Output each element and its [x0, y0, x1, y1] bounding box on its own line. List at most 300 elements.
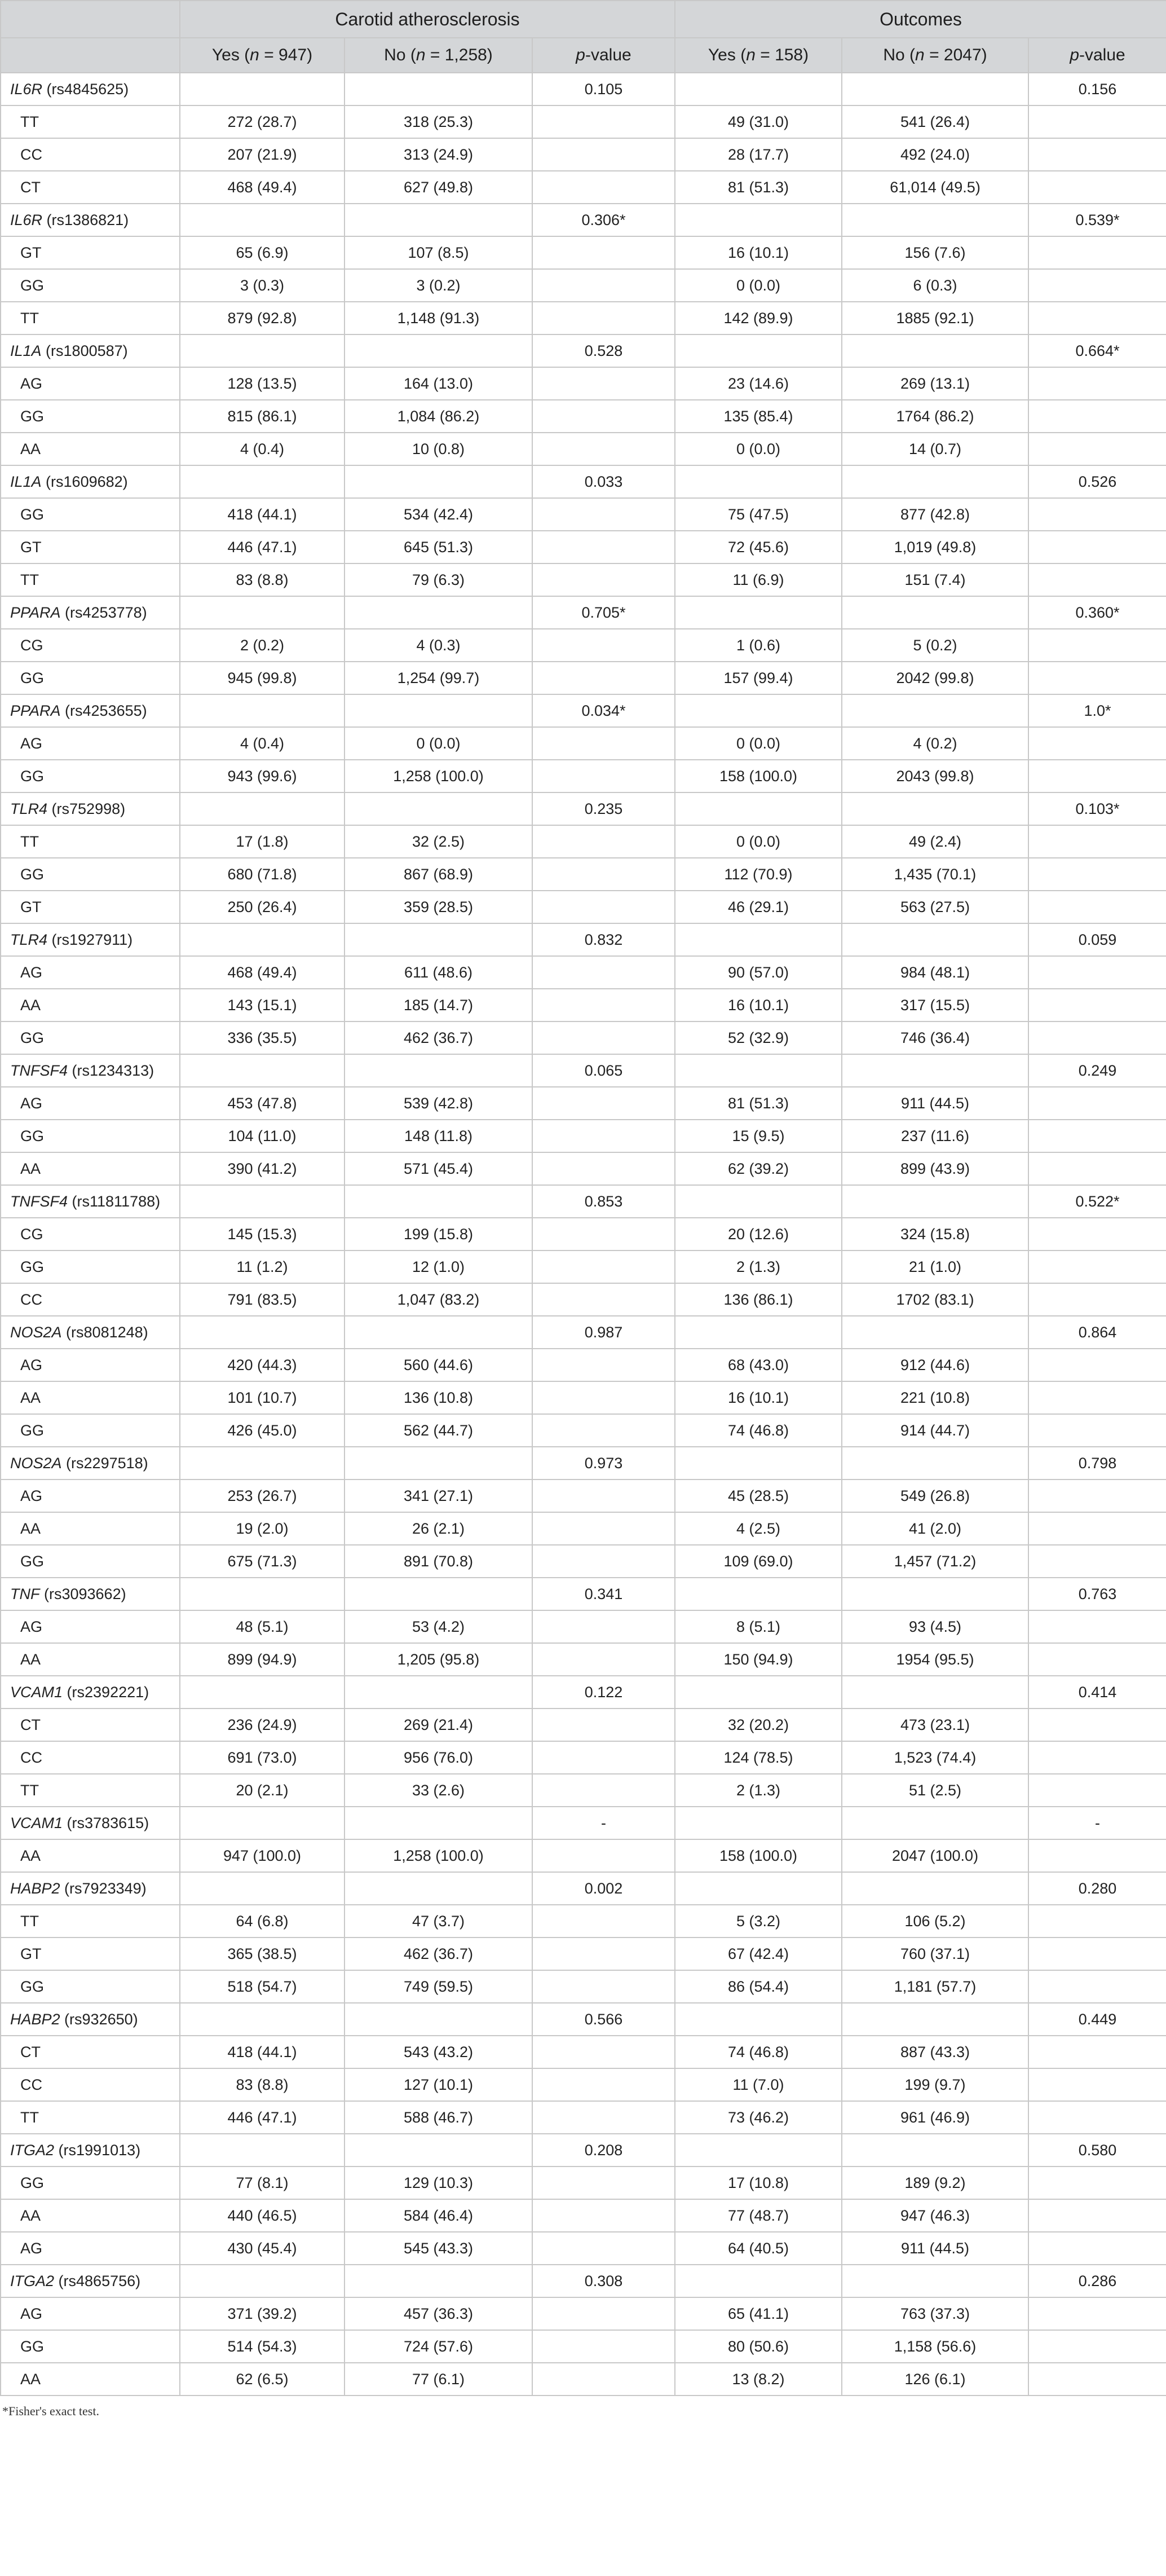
- empty-cell: [532, 727, 675, 760]
- snp-label: [1, 1447, 180, 1479]
- genotype-label: GG: [1, 1120, 180, 1152]
- ca-no-value: 77 (6.1): [344, 2363, 532, 2396]
- rs-id: (rs7923349): [60, 1879, 147, 1897]
- out-no-value: 984 (48.1): [842, 956, 1028, 989]
- genotype-row: [1, 367, 1166, 400]
- empty-cell: [532, 825, 675, 858]
- genotype-row: [1, 1643, 1166, 1676]
- empty-cell: [344, 1807, 532, 1839]
- genotype-row: [1, 1152, 1166, 1185]
- empty-cell: [1028, 269, 1166, 302]
- group-header-carotid: Carotid atherosclerosis: [180, 1, 675, 38]
- empty-cell: [532, 1250, 675, 1283]
- gene-name: VCAM1: [10, 1683, 63, 1701]
- genotype-row: [1, 498, 1166, 531]
- empty-cell: [1028, 2036, 1166, 2068]
- genotype-row: [1, 400, 1166, 433]
- ca-yes-value: 3 (0.3): [180, 269, 344, 302]
- genotype-label: TT: [1, 2101, 180, 2134]
- out-no-value: 947 (46.3): [842, 2199, 1028, 2232]
- out-yes-value: 2 (1.3): [675, 1250, 842, 1283]
- table-header: [1, 1, 1166, 73]
- ca-yes-value: 365 (38.5): [180, 1937, 344, 1970]
- ca-yes-value: 815 (86.1): [180, 400, 344, 433]
- col-header-out-no: No (n = 2047): [842, 38, 1028, 73]
- out-no-value: 1,523 (74.4): [842, 1741, 1028, 1774]
- genotype-label: TT: [1, 825, 180, 858]
- empty-cell: [344, 2265, 532, 2297]
- empty-cell: [532, 105, 675, 138]
- out-yes-value: 67 (42.4): [675, 1937, 842, 1970]
- genotype-row: [1, 2167, 1166, 2199]
- empty-cell: [1028, 2199, 1166, 2232]
- italic-symbol: n: [416, 46, 426, 64]
- empty-cell: [1028, 2232, 1166, 2265]
- empty-cell: [532, 1643, 675, 1676]
- genotype-row: [1, 1774, 1166, 1807]
- snp-header-row: [1, 2003, 1166, 2036]
- empty-cell: [842, 1316, 1028, 1349]
- pvalue-outcomes: 0.249: [1028, 1054, 1166, 1087]
- empty-cell: [1028, 563, 1166, 596]
- out-no-value: 887 (43.3): [842, 2036, 1028, 2068]
- snp-label: [1, 1316, 180, 1349]
- genotype-label: AA: [1, 1152, 180, 1185]
- empty-cell: [1028, 662, 1166, 694]
- ca-no-value: 4 (0.3): [344, 629, 532, 662]
- empty-cell: [1028, 1250, 1166, 1283]
- empty-cell: [1028, 2167, 1166, 2199]
- empty-cell: [344, 73, 532, 105]
- snp-header-row: [1, 465, 1166, 498]
- ca-no-value: 457 (36.3): [344, 2297, 532, 2330]
- empty-cell: [344, 334, 532, 367]
- ca-yes-value: 430 (45.4): [180, 2232, 344, 2265]
- empty-cell: [842, 204, 1028, 236]
- out-yes-value: 150 (94.9): [675, 1643, 842, 1676]
- empty-cell: [532, 171, 675, 204]
- genotype-label: AA: [1, 1381, 180, 1414]
- snp-header-row: [1, 1054, 1166, 1087]
- pvalue-outcomes: 0.664*: [1028, 334, 1166, 367]
- empty-cell: [675, 2134, 842, 2167]
- empty-cell: [675, 204, 842, 236]
- empty-cell: [532, 891, 675, 923]
- pvalue-carotid: 0.002: [532, 1872, 675, 1905]
- snp-header-row: [1, 694, 1166, 727]
- out-yes-value: 16 (10.1): [675, 236, 842, 269]
- out-no-value: 763 (37.3): [842, 2297, 1028, 2330]
- empty-cell: [532, 956, 675, 989]
- genotype-label: AA: [1, 1839, 180, 1872]
- ca-yes-value: 468 (49.4): [180, 171, 344, 204]
- genotype-label: AG: [1, 956, 180, 989]
- out-no-value: 1,158 (56.6): [842, 2330, 1028, 2363]
- empty-cell: [1028, 1905, 1166, 1937]
- genotype-label: AG: [1, 2232, 180, 2265]
- ca-yes-value: 236 (24.9): [180, 1708, 344, 1741]
- empty-cell: [344, 792, 532, 825]
- out-no-value: 1702 (83.1): [842, 1283, 1028, 1316]
- out-no-value: 324 (15.8): [842, 1218, 1028, 1250]
- empty-cell: [532, 1839, 675, 1872]
- out-yes-value: 135 (85.4): [675, 400, 842, 433]
- rs-id: (rs1609682): [41, 473, 128, 490]
- out-yes-value: 52 (32.9): [675, 1021, 842, 1054]
- empty-cell: [1028, 989, 1166, 1021]
- genotype-label: GG: [1, 662, 180, 694]
- genotype-row: [1, 1381, 1166, 1414]
- snp-label: [1, 1872, 180, 1905]
- ca-yes-value: 446 (47.1): [180, 531, 344, 563]
- out-no-value: 760 (37.1): [842, 1937, 1028, 1970]
- empty-cell: [675, 334, 842, 367]
- empty-cell: [1028, 1414, 1166, 1447]
- empty-cell: [532, 1937, 675, 1970]
- empty-cell: [344, 1185, 532, 1218]
- genotype-label: CC: [1, 138, 180, 171]
- pvalue-carotid: 0.832: [532, 923, 675, 956]
- out-no-value: 2047 (100.0): [842, 1839, 1028, 1872]
- ca-no-value: 627 (49.8): [344, 171, 532, 204]
- empty-cell: [842, 1578, 1028, 1610]
- empty-cell: [1028, 1087, 1166, 1120]
- rs-id: (rs1234313): [68, 1062, 154, 1079]
- empty-cell: [1028, 1349, 1166, 1381]
- pvalue-carotid: -: [532, 1807, 675, 1839]
- genotype-row: [1, 2101, 1166, 2134]
- out-yes-value: 0 (0.0): [675, 433, 842, 465]
- genotype-row: [1, 825, 1166, 858]
- empty-cell: [180, 2134, 344, 2167]
- genotype-row: [1, 891, 1166, 923]
- out-yes-value: 0 (0.0): [675, 269, 842, 302]
- ca-yes-value: 143 (15.1): [180, 989, 344, 1021]
- genotype-row: [1, 1839, 1166, 1872]
- ca-yes-value: 518 (54.7): [180, 1970, 344, 2003]
- col-header-out-pvalue: p-value: [1028, 38, 1166, 73]
- pvalue-outcomes: 0.414: [1028, 1676, 1166, 1708]
- gene-name: NOS2A: [10, 1454, 62, 1472]
- empty-cell: [675, 1676, 842, 1708]
- empty-cell: [842, 1872, 1028, 1905]
- empty-cell: [180, 1447, 344, 1479]
- genotype-row: [1, 269, 1166, 302]
- ca-no-value: 107 (8.5): [344, 236, 532, 269]
- empty-cell: [1028, 1970, 1166, 2003]
- out-yes-value: 158 (100.0): [675, 760, 842, 792]
- snp-header-row: [1, 1676, 1166, 1708]
- ca-yes-value: 945 (99.8): [180, 662, 344, 694]
- genotype-row: [1, 1250, 1166, 1283]
- out-no-value: 2043 (99.8): [842, 760, 1028, 792]
- genotype-row: [1, 2330, 1166, 2363]
- empty-cell: [532, 236, 675, 269]
- out-no-value: 911 (44.5): [842, 2232, 1028, 2265]
- out-yes-value: 81 (51.3): [675, 1087, 842, 1120]
- genotype-label: TT: [1, 302, 180, 334]
- ca-yes-value: 468 (49.4): [180, 956, 344, 989]
- out-no-value: 1,435 (70.1): [842, 858, 1028, 891]
- ca-yes-value: 390 (41.2): [180, 1152, 344, 1185]
- genotype-label: AA: [1, 989, 180, 1021]
- empty-cell: [1028, 1839, 1166, 1872]
- italic-symbol: n: [250, 46, 259, 64]
- empty-cell: [675, 1807, 842, 1839]
- pvalue-carotid: 0.973: [532, 1447, 675, 1479]
- ca-no-value: 611 (48.6): [344, 956, 532, 989]
- snp-header-row: [1, 1185, 1166, 1218]
- genotype-label: GG: [1, 2330, 180, 2363]
- empty-cell: [344, 694, 532, 727]
- pvalue-outcomes: 0.103*: [1028, 792, 1166, 825]
- empty-cell: [1028, 1479, 1166, 1512]
- genotype-row: [1, 1218, 1166, 1250]
- gene-name: TLR4: [10, 931, 48, 948]
- empty-cell: [532, 302, 675, 334]
- empty-cell: [1028, 629, 1166, 662]
- empty-cell: [180, 1185, 344, 1218]
- genotype-label: TT: [1, 1774, 180, 1807]
- pvalue-outcomes: -: [1028, 1807, 1166, 1839]
- out-yes-value: 15 (9.5): [675, 1120, 842, 1152]
- out-yes-value: 32 (20.2): [675, 1708, 842, 1741]
- ca-yes-value: 207 (21.9): [180, 138, 344, 171]
- empty-cell: [532, 400, 675, 433]
- ca-yes-value: 65 (6.9): [180, 236, 344, 269]
- genotype-label: GT: [1, 891, 180, 923]
- out-yes-value: 64 (40.5): [675, 2232, 842, 2265]
- empty-cell: [532, 2101, 675, 2134]
- empty-cell: [1028, 433, 1166, 465]
- rs-id: (rs1927911): [47, 931, 133, 948]
- genotype-label: AA: [1, 2363, 180, 2396]
- empty-cell: [344, 1872, 532, 1905]
- ca-no-value: 543 (43.2): [344, 2036, 532, 2068]
- empty-cell: [532, 1610, 675, 1643]
- ca-no-value: 1,258 (100.0): [344, 760, 532, 792]
- empty-cell: [180, 1578, 344, 1610]
- ca-yes-value: 879 (92.8): [180, 302, 344, 334]
- empty-cell: [532, 1021, 675, 1054]
- empty-cell: [1028, 367, 1166, 400]
- out-no-value: 14 (0.7): [842, 433, 1028, 465]
- ca-no-value: 462 (36.7): [344, 1021, 532, 1054]
- genotype-label: GG: [1, 2167, 180, 2199]
- pvalue-outcomes: 0.526: [1028, 465, 1166, 498]
- empty-cell: [180, 1872, 344, 1905]
- ca-yes-value: 947 (100.0): [180, 1839, 344, 1872]
- empty-cell: [1028, 1120, 1166, 1152]
- gene-name: PPARA: [10, 702, 61, 719]
- empty-cell: [1028, 858, 1166, 891]
- pvalue-carotid: 0.528: [532, 334, 675, 367]
- ca-no-value: 359 (28.5): [344, 891, 532, 923]
- rs-id: (rs4253778): [60, 604, 147, 621]
- empty-cell: [532, 1349, 675, 1381]
- ca-yes-value: 899 (94.9): [180, 1643, 344, 1676]
- snp-label: [1, 1185, 180, 1218]
- ca-no-value: 79 (6.3): [344, 563, 532, 596]
- gene-name: TNFSF4: [10, 1062, 68, 1079]
- empty-cell: [532, 2199, 675, 2232]
- empty-cell: [675, 1447, 842, 1479]
- out-no-value: 189 (9.2): [842, 2167, 1028, 2199]
- empty-cell: [842, 2134, 1028, 2167]
- ca-yes-value: 446 (47.1): [180, 2101, 344, 2134]
- genotype-label: GG: [1, 760, 180, 792]
- out-yes-value: 20 (12.6): [675, 1218, 842, 1250]
- ca-yes-value: 104 (11.0): [180, 1120, 344, 1152]
- ca-no-value: 562 (44.7): [344, 1414, 532, 1447]
- rs-id: (rs4253655): [60, 702, 147, 719]
- out-yes-value: 0 (0.0): [675, 727, 842, 760]
- genotype-row: [1, 2199, 1166, 2232]
- pvalue-carotid: 0.235: [532, 792, 675, 825]
- pvalue-outcomes: 0.449: [1028, 2003, 1166, 2036]
- ca-no-value: 749 (59.5): [344, 1970, 532, 2003]
- gene-name: NOS2A: [10, 1323, 62, 1341]
- empty-cell: [532, 1152, 675, 1185]
- ca-no-value: 1,148 (91.3): [344, 302, 532, 334]
- ca-yes-value: 371 (39.2): [180, 2297, 344, 2330]
- ca-no-value: 148 (11.8): [344, 1120, 532, 1152]
- genotype-label: CC: [1, 2068, 180, 2101]
- genotype-row: [1, 760, 1166, 792]
- pvalue-carotid: 0.033: [532, 465, 675, 498]
- genotype-row: [1, 1937, 1166, 1970]
- genotype-row: [1, 236, 1166, 269]
- ca-no-value: 12 (1.0): [344, 1250, 532, 1283]
- rs-id: (rs1800587): [41, 342, 128, 359]
- out-yes-value: 77 (48.7): [675, 2199, 842, 2232]
- empty-cell: [532, 2232, 675, 2265]
- pvalue-outcomes: 0.280: [1028, 1872, 1166, 1905]
- empty-cell: [1028, 1610, 1166, 1643]
- empty-cell: [532, 1414, 675, 1447]
- genotype-label: GG: [1, 1414, 180, 1447]
- ca-no-value: 956 (76.0): [344, 1741, 532, 1774]
- ca-no-value: 32 (2.5): [344, 825, 532, 858]
- ca-yes-value: 418 (44.1): [180, 2036, 344, 2068]
- ca-yes-value: 440 (46.5): [180, 2199, 344, 2232]
- ca-no-value: 318 (25.3): [344, 105, 532, 138]
- empty-cell: [532, 563, 675, 596]
- ca-yes-value: 83 (8.8): [180, 2068, 344, 2101]
- out-no-value: 492 (24.0): [842, 138, 1028, 171]
- genotype-label: AG: [1, 1610, 180, 1643]
- pvalue-carotid: 0.306*: [532, 204, 675, 236]
- empty-cell: [1028, 1218, 1166, 1250]
- footnote: *Fisher's exact test.: [2, 2404, 99, 2418]
- out-no-value: 269 (13.1): [842, 367, 1028, 400]
- out-no-value: 41 (2.0): [842, 1512, 1028, 1545]
- genotype-label: CT: [1, 171, 180, 204]
- group-header-outcomes: Outcomes: [675, 1, 1166, 38]
- empty-cell: [1028, 400, 1166, 433]
- out-no-value: 199 (9.7): [842, 2068, 1028, 2101]
- snp-header-row: [1, 2265, 1166, 2297]
- empty-cell: [180, 2003, 344, 2036]
- ca-no-value: 1,047 (83.2): [344, 1283, 532, 1316]
- ca-no-value: 26 (2.1): [344, 1512, 532, 1545]
- genotype-label: TT: [1, 563, 180, 596]
- rs-id: (rs8081248): [61, 1323, 148, 1341]
- empty-cell: [532, 433, 675, 465]
- genotype-row: [1, 1349, 1166, 1381]
- empty-cell: [532, 2330, 675, 2363]
- out-yes-value: 11 (7.0): [675, 2068, 842, 2101]
- genotype-row: [1, 1905, 1166, 1937]
- out-yes-value: 8 (5.1): [675, 1610, 842, 1643]
- gene-name: IL1A: [10, 473, 42, 490]
- genotype-label: AA: [1, 1643, 180, 1676]
- out-yes-value: 81 (51.3): [675, 171, 842, 204]
- out-no-value: 51 (2.5): [842, 1774, 1028, 1807]
- empty-cell: [180, 1676, 344, 1708]
- gene-name: IL6R: [10, 80, 43, 98]
- ca-no-value: 891 (70.8): [344, 1545, 532, 1578]
- pvalue-carotid: 0.122: [532, 1676, 675, 1708]
- out-yes-value: 28 (17.7): [675, 138, 842, 171]
- out-no-value: 6 (0.3): [842, 269, 1028, 302]
- empty-cell: [532, 662, 675, 694]
- out-no-value: 473 (23.1): [842, 1708, 1028, 1741]
- ca-yes-value: 943 (99.6): [180, 760, 344, 792]
- empty-cell: [675, 923, 842, 956]
- ca-yes-value: 250 (26.4): [180, 891, 344, 923]
- genotype-row: [1, 531, 1166, 563]
- ca-no-value: 1,258 (100.0): [344, 1839, 532, 1872]
- genotype-label: AA: [1, 433, 180, 465]
- empty-cell: [180, 204, 344, 236]
- empty-cell: [532, 531, 675, 563]
- genotype-label: GG: [1, 1545, 180, 1578]
- ca-no-value: 534 (42.4): [344, 498, 532, 531]
- ca-yes-value: 20 (2.1): [180, 1774, 344, 1807]
- ca-yes-value: 77 (8.1): [180, 2167, 344, 2199]
- ca-yes-value: 791 (83.5): [180, 1283, 344, 1316]
- empty-cell: [675, 2265, 842, 2297]
- empty-cell: [1028, 825, 1166, 858]
- empty-cell: [532, 1741, 675, 1774]
- rs-id: (rs3093662): [39, 1585, 126, 1602]
- genotype-label: GG: [1, 1021, 180, 1054]
- pvalue-outcomes: 0.059: [1028, 923, 1166, 956]
- empty-cell: [675, 73, 842, 105]
- out-yes-value: 17 (10.8): [675, 2167, 842, 2199]
- empty-cell: [842, 73, 1028, 105]
- empty-cell: [532, 1218, 675, 1250]
- empty-cell: [1028, 1152, 1166, 1185]
- genotype-row: [1, 2297, 1166, 2330]
- out-yes-value: 13 (8.2): [675, 2363, 842, 2396]
- ca-no-value: 462 (36.7): [344, 1937, 532, 1970]
- genotype-row: [1, 2363, 1166, 2396]
- out-no-value: 549 (26.8): [842, 1479, 1028, 1512]
- out-yes-value: 74 (46.8): [675, 1414, 842, 1447]
- out-no-value: 4 (0.2): [842, 727, 1028, 760]
- ca-no-value: 269 (21.4): [344, 1708, 532, 1741]
- genotype-label: GG: [1, 269, 180, 302]
- ca-no-value: 136 (10.8): [344, 1381, 532, 1414]
- empty-cell: [675, 1578, 842, 1610]
- empty-cell: [1028, 1937, 1166, 1970]
- out-no-value: 1,019 (49.8): [842, 531, 1028, 563]
- pvalue-carotid: 0.341: [532, 1578, 675, 1610]
- genotype-row: [1, 1708, 1166, 1741]
- ca-yes-value: 4 (0.4): [180, 433, 344, 465]
